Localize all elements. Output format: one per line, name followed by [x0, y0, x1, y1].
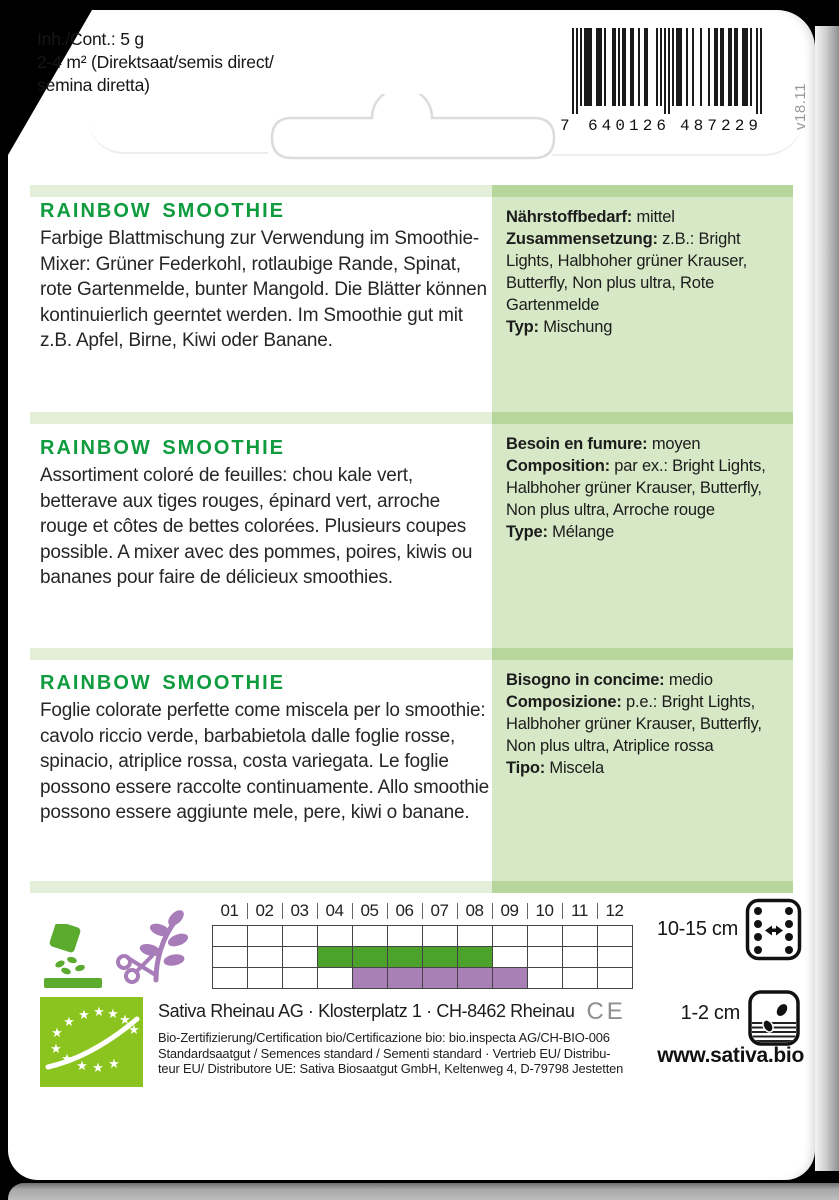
svg-text:★: ★	[108, 1056, 120, 1071]
section-french	[40, 437, 492, 591]
harvest-scissors-icon	[110, 908, 190, 988]
calendar-month: 04	[317, 899, 352, 923]
svg-text:★: ★	[92, 1060, 104, 1075]
calendar-cell	[562, 967, 597, 988]
contents-line: Inh./Cont.: 5 g	[37, 29, 144, 49]
contents-line: semina diretta)	[37, 75, 150, 95]
svg-text:★: ★	[119, 1012, 131, 1027]
info-value: p.e.: Bright Lights, Halbhoher grüner Krauser, Butterfly, Non plus ultra, Atriplice rossa	[506, 693, 762, 755]
calendar-cell	[527, 946, 562, 967]
info-line	[506, 521, 782, 543]
svg-text:★: ★	[61, 1051, 73, 1066]
section-divider	[30, 648, 492, 660]
manufacturer-block	[158, 998, 670, 1077]
calendar-cell	[457, 967, 492, 988]
barcode-digits-left: 640126	[588, 117, 666, 135]
info-line	[506, 433, 782, 455]
info-line	[506, 691, 782, 757]
calendar-cell	[457, 946, 492, 967]
packet-right-fold-edge	[815, 26, 839, 1171]
calendar-cell	[562, 925, 597, 946]
calendar-cell	[492, 946, 527, 967]
info-line	[506, 757, 782, 779]
calendar-cell	[317, 967, 352, 988]
calendar-month: 09	[492, 899, 527, 923]
info-value: moyen	[647, 435, 701, 453]
info-line	[506, 206, 782, 228]
info-value: Mélange	[547, 523, 615, 541]
contents-block	[37, 28, 274, 97]
section-divider	[492, 185, 793, 197]
calendar-cell	[352, 967, 387, 988]
calendar-cell	[422, 925, 457, 946]
calendar-month: 08	[457, 899, 492, 923]
calendar-month: 06	[387, 899, 422, 923]
calendar-cell	[247, 946, 282, 967]
calendar-month: 03	[282, 899, 317, 923]
flap-fold-line-left	[88, 118, 268, 154]
eu-organic-leaf-logo	[40, 997, 143, 1087]
certification-line: Standardsaatgut / Semences standard / Sementi standard · Vertrieb EU/ Distribu-	[158, 1045, 611, 1061]
calendar-cell	[387, 967, 422, 988]
calendar-month: 05	[352, 899, 387, 923]
section-divider	[30, 412, 492, 424]
manufacturer-address	[158, 998, 670, 1026]
svg-text:★: ★	[107, 1006, 119, 1021]
calendar-month: 02	[247, 899, 282, 923]
calendar-cell	[212, 946, 247, 967]
barcode-digit-lead: 7	[560, 117, 570, 135]
calendar-cell	[247, 925, 282, 946]
calendar-cell	[597, 946, 632, 967]
svg-text:★: ★	[50, 1041, 62, 1056]
ce-mark: CE	[586, 998, 626, 1025]
info-label: Type:	[506, 523, 548, 541]
sowing-depth-label: 1-2 cm	[680, 1002, 740, 1024]
calendar-cell	[597, 967, 632, 988]
section-divider	[30, 881, 492, 893]
info-label: Nährstoffbedarf:	[506, 208, 633, 226]
packet-bottom-crimp	[8, 1183, 839, 1200]
info-line	[506, 669, 782, 691]
calendar-cell	[282, 967, 317, 988]
info-label: Composizione:	[506, 693, 622, 711]
certification-line: Bio-Zertifizierung/Certification bio/Certificazione bio: bio.inspecta AG/CH-BIO-006	[158, 1030, 610, 1045]
info-value: z.B.: Bright Lights, Halbhoher grüner Krauser, Butterfly, Non plus ultra, Rote Gartenmelde	[506, 230, 748, 314]
section-body: Farbige Blattmischung zur Verwendung im Smoothie-Mixer: Grüner Federkohl, rotlaubige Rande, Spinat, rote Gartenmelde, bunter Mangold. Die Blätter können kontinuierlich geerntet werden. Im Smoothie gut mit z.B. Apfel, Birne, Kiwi oder Banane.	[40, 228, 487, 351]
calendar-cell	[422, 946, 457, 967]
calendar-cell	[247, 967, 282, 988]
info-label: Typ:	[506, 318, 539, 336]
section-italian	[40, 672, 492, 826]
svg-text:★: ★	[63, 1014, 75, 1029]
calendar-month: 11	[562, 899, 597, 923]
info-block-german	[506, 206, 782, 338]
calendar-cell	[597, 925, 632, 946]
calendar-month: 01	[220, 901, 239, 920]
certification-lines	[158, 1030, 670, 1077]
svg-text:★: ★	[93, 1004, 105, 1019]
sowing-depth-icon	[748, 990, 800, 1046]
calendar-cell	[212, 967, 247, 988]
barcode-bars	[572, 28, 762, 114]
info-label: Bisogno in concime:	[506, 671, 665, 689]
calendar-cell	[492, 925, 527, 946]
ean13-barcode	[558, 28, 780, 136]
section-body: Assortiment coloré de feuilles: chou kale vert, betterave aux tiges rouges, épinard vert, arroche rouge et côtes de bettes colorées. Plusieurs coupes possible. A mixer avec des pommes, poires, kiwis ou bananes pour faire de délicieux smoothies.	[40, 465, 473, 588]
info-label: Composition:	[506, 457, 610, 475]
info-value: Miscela	[545, 759, 604, 777]
section-german	[40, 200, 492, 354]
info-block-french	[506, 433, 782, 543]
svg-text:★: ★	[128, 1022, 140, 1037]
contents-line: 2-4 m² (Direktsaat/semis direct/	[37, 52, 274, 72]
section-title: RAINBOW SMOOTHIE	[40, 200, 285, 222]
info-value: par ex.: Bright Lights, Halbhoher grüner Krauser, Butterfly, Non plus ultra, Arroche rouge	[506, 457, 766, 519]
info-line	[506, 228, 782, 316]
calendar-month-header	[212, 899, 632, 923]
svg-text:★: ★	[78, 1007, 90, 1022]
info-line	[506, 455, 782, 521]
calendar-cell	[352, 946, 387, 967]
calendar-cell	[212, 925, 247, 946]
section-body: Foglie colorate perfette come miscela per lo smoothie: cavolo riccio verde, barbabietola dalle foglie rosse, spinacio, atriplice rossa, costa variegata. Le foglie possono essere raccolte continuamente. Allo smoothie possono essere aggiunte mele, pere, kiwi o banane.	[40, 700, 490, 823]
info-label: Zusammensetzung:	[506, 230, 658, 248]
section-title: RAINBOW SMOOTHIE	[40, 672, 285, 694]
calendar-cell	[282, 925, 317, 946]
section-divider	[492, 881, 793, 893]
calendar-cell	[562, 946, 597, 967]
plant-spacing-icon	[745, 898, 803, 962]
calendar-cell	[387, 925, 422, 946]
info-label: Tipo:	[506, 759, 546, 777]
calendar-cell	[387, 946, 422, 967]
calendar-cell	[317, 925, 352, 946]
section-divider	[30, 185, 492, 197]
info-label: Besoin en fumure:	[506, 435, 648, 453]
website-url: www.sativa.bio	[657, 1044, 804, 1067]
calendar-cell	[282, 946, 317, 967]
calendar-cell	[527, 967, 562, 988]
info-value: medio	[664, 671, 713, 689]
calendar-cell	[492, 967, 527, 988]
calendar-month: 07	[422, 899, 457, 923]
section-divider	[492, 412, 793, 424]
calendar-grid	[212, 925, 633, 989]
sowing-icon	[44, 924, 106, 988]
svg-text:★: ★	[76, 1058, 88, 1073]
calendar-cell	[352, 925, 387, 946]
info-line	[506, 316, 782, 338]
section-title: RAINBOW SMOOTHIE	[40, 437, 285, 459]
calendar-cell	[527, 925, 562, 946]
info-value: Mischung	[538, 318, 613, 336]
calendar-month: 12	[597, 899, 632, 923]
euro-hang-tab-cutout	[262, 94, 564, 168]
calendar-month: 10	[527, 899, 562, 923]
plant-spacing-label: 10-15 cm	[657, 918, 738, 940]
calendar-cell	[422, 967, 457, 988]
address-text: Sativa Rheinau AG · Klosterplatz 1 · CH-8462 Rheinau	[158, 1001, 575, 1021]
info-value: mittel	[632, 208, 675, 226]
certification-line: teur EU/ Distributore UE: Sativa Biosaatgut GmbH, Keltenweg 4, D-79798 Jestetten	[158, 1061, 624, 1077]
calendar-cell	[317, 946, 352, 967]
section-divider	[492, 648, 793, 660]
svg-text:★: ★	[51, 1025, 63, 1040]
barcode-digits-right: 487229	[680, 117, 758, 135]
version-label: v18.11	[792, 83, 809, 130]
info-block-italian	[506, 669, 782, 779]
calendar-cell	[457, 925, 492, 946]
